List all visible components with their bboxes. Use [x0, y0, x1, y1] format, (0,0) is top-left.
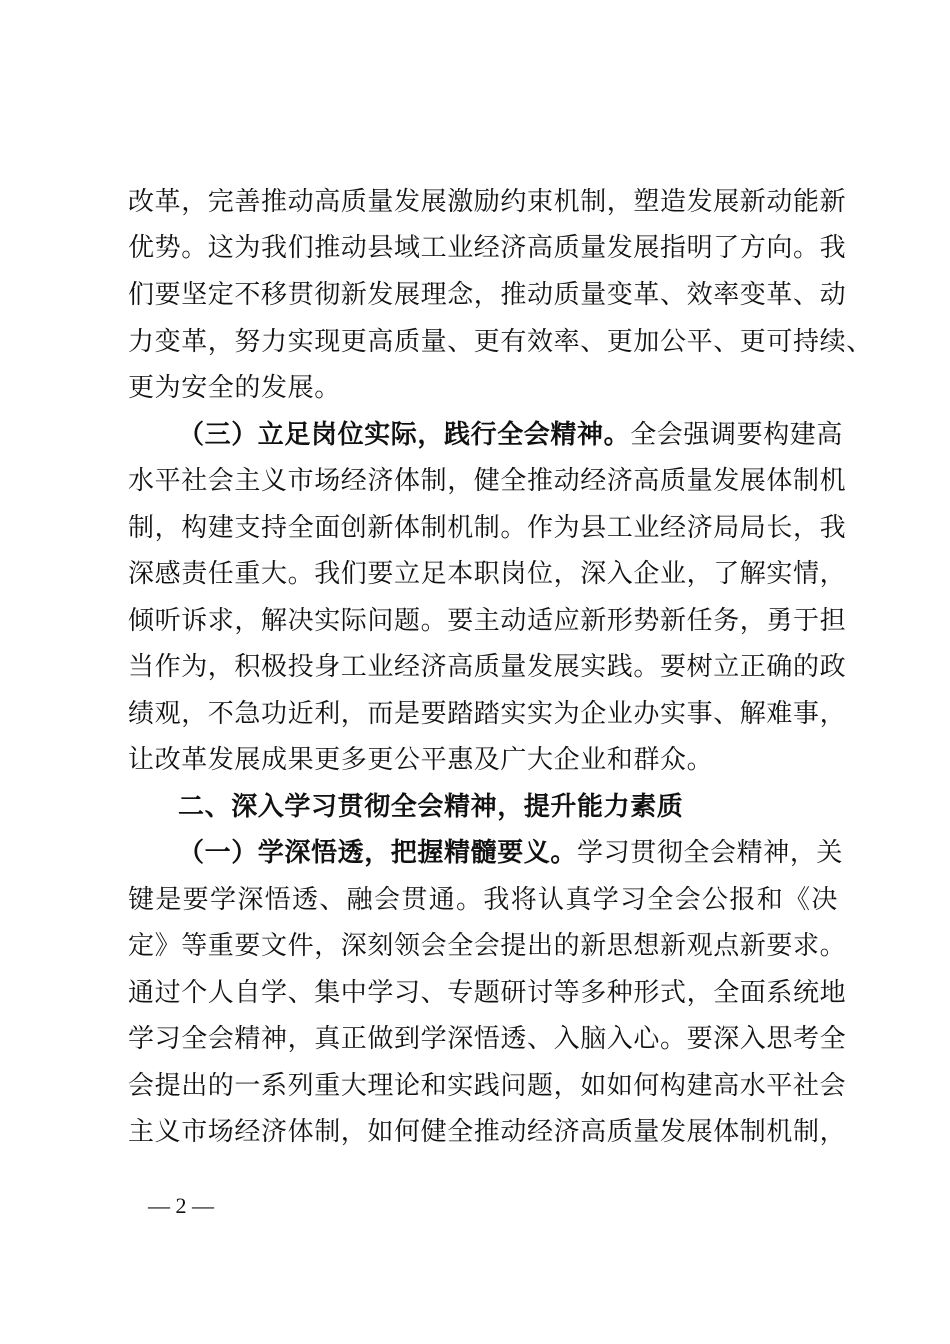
paragraph-line: 改革，完善推动高质量发展激励约束机制，塑造发展新动能新 [128, 187, 847, 217]
paragraph-line: 水平社会主义市场经济体制，健全推动经济高质量发展体制机 [128, 466, 847, 496]
paragraph-line: 让改革发展成果更多更公平惠及广大企业和群众。 [128, 745, 714, 775]
section-one-heading: （一）学深悟透，把握精髓要义。 [178, 838, 578, 868]
part-two-heading: 二、深入学习贯彻全会精神，提升能力素质 [178, 792, 684, 822]
paragraph-line: 优势。这为我们推动县域工业经济高质量发展指明了方向。我 [128, 233, 847, 263]
section-one-first-line [178, 837, 844, 869]
paragraph-line: 更为安全的发展。 [128, 373, 341, 403]
section-one-first-line-text: 学习贯彻全会精神，关 [577, 838, 844, 868]
section-three-first-line-text: 全会强调要构建高 [630, 420, 844, 450]
paragraph-line: 绩观，不急功近利，而是要踏踏实实为企业办实事、解难事， [128, 699, 847, 729]
paragraph-line: 力变革，努力实现更高质量、更有效率、更加公平、更可持续、 [128, 327, 873, 357]
section-three-first-line [178, 419, 844, 451]
paragraph-line: 键是要学深悟透、融会贯通。我将认真学习全会公报和《决 [128, 885, 838, 915]
paragraph-line: 定》等重要文件，深刻领会全会提出的新思想新观点新要求。 [128, 931, 847, 961]
section-three-heading: （三）立足岗位实际，践行全会精神。 [178, 420, 631, 450]
paragraph-line: 们要坚定不移贯彻新发展理念，推动质量变革、效率变革、动 [128, 280, 847, 310]
paragraph-line: 当作为，积极投身工业经济高质量发展实践。要树立正确的政 [128, 652, 847, 682]
paragraph-line: 制，构建支持全面创新体制机制。作为县工业经济局局长，我 [128, 513, 847, 543]
paragraph-line: 会提出的一系列重大理论和实践问题，如如何构建高水平社会 [128, 1071, 847, 1101]
paragraph-line: 通过个人自学、集中学习、专题研讨等多种形式，全面系统地 [128, 978, 847, 1008]
paragraph-line: 深感责任重大。我们要立足本职岗位，深入企业，了解实情， [128, 559, 847, 589]
paragraph-line: 主义市场经济体制，如何健全推动经济高质量发展体制机制， [128, 1117, 847, 1147]
paragraph-line: 倾听诉求，解决实际问题。要主动适应新形势新任务，勇于担 [128, 606, 847, 636]
page-number: — 2 — [148, 1193, 214, 1218]
paragraph-line: 学习全会精神，真正做到学深悟透、入脑入心。要深入思考全 [128, 1024, 847, 1054]
